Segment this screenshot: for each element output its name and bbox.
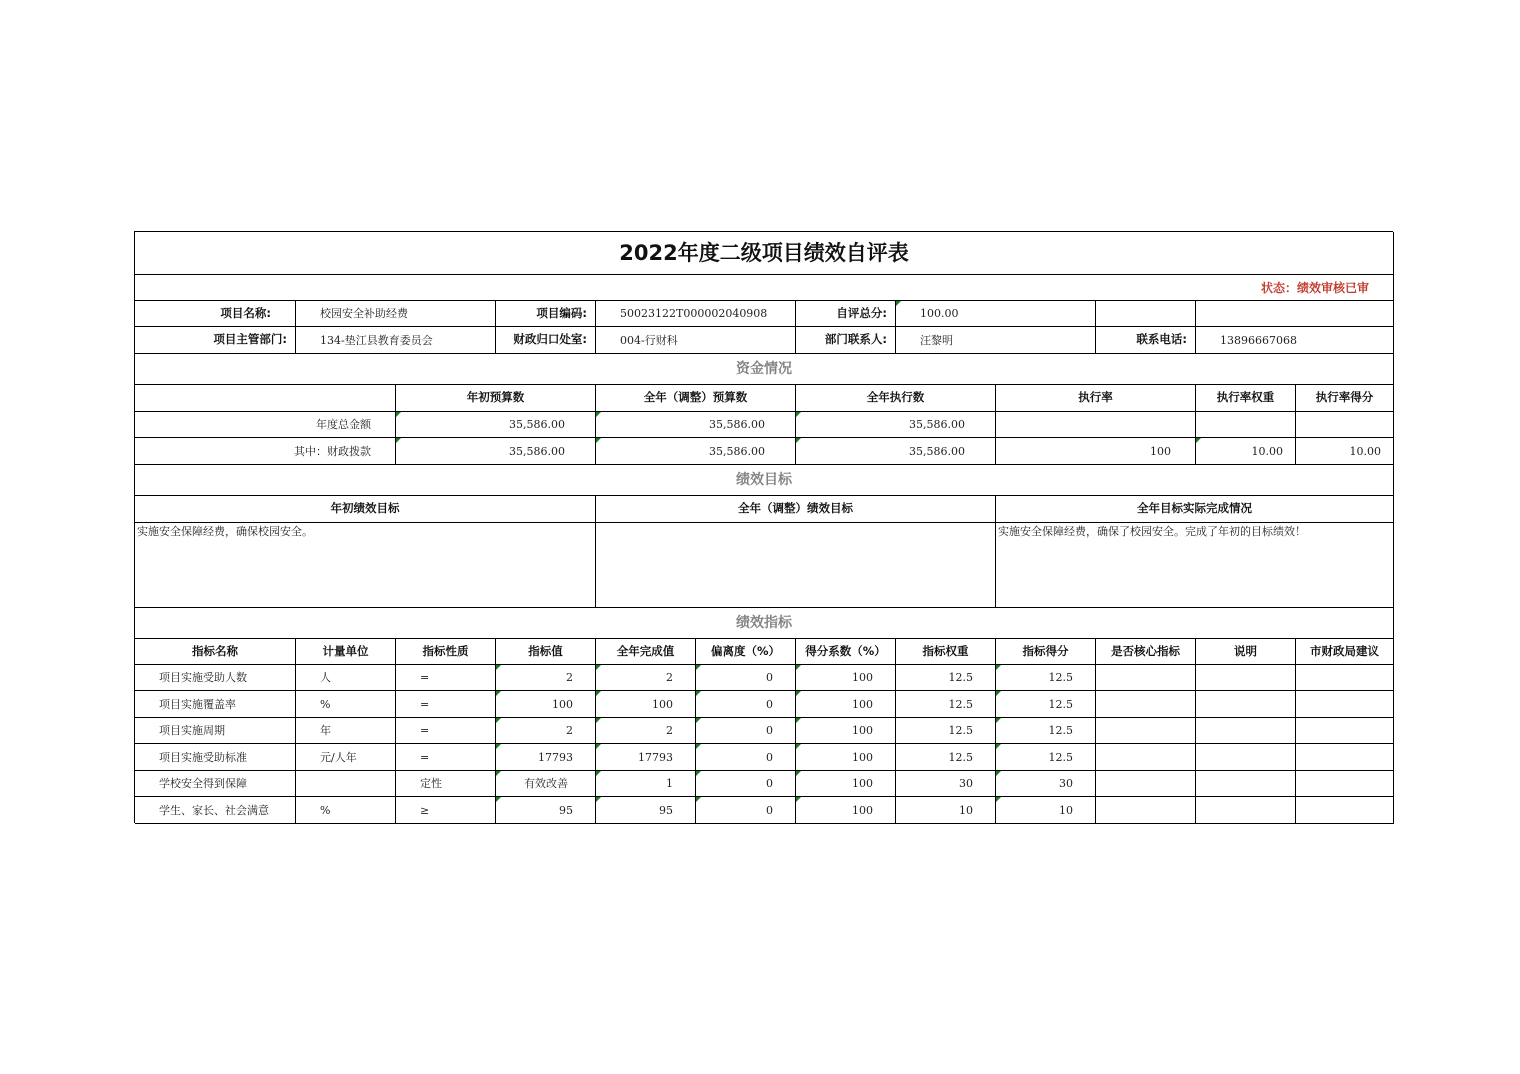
dept-value: 134-垫江县教育委员会 — [296, 327, 496, 354]
funds-cell — [996, 412, 1196, 438]
funds-cell — [1296, 412, 1394, 438]
indicator-name: 项目实施受助标准 — [135, 744, 296, 771]
indicator-deviation: 0 — [696, 718, 796, 744]
funds-cell: 35,586.00 — [596, 438, 796, 465]
goal-actual: 实施安全保障经费，确保了校园安全。完成了年初的目标绩效！ — [996, 523, 1394, 608]
goal-initial: 实施安全保障经费，确保校园安全。 — [135, 523, 596, 608]
funds-cell — [1196, 412, 1296, 438]
indicator-score: 12.5 — [996, 665, 1096, 691]
project-name-value: 校园安全补助经费 — [296, 301, 496, 327]
indicator-score: 10 — [996, 797, 1096, 824]
indicator-value: 有效改善 — [496, 771, 596, 797]
funds-section-title: 资金情况 — [135, 354, 1394, 385]
indicator-note — [1196, 797, 1296, 824]
indicator-name: 项目实施受助人数 — [135, 665, 296, 691]
indicator-weight: 30 — [896, 771, 996, 797]
contact-label: 部门联系人: — [796, 327, 896, 354]
goals-header: 全年目标实际完成情况 — [996, 496, 1394, 523]
funds-header: 年初预算数 — [396, 385, 596, 412]
indicator-nature: = — [396, 665, 496, 691]
indicator-weight: 12.5 — [896, 718, 996, 744]
indicator-coefficient: 100 — [796, 744, 896, 771]
indicator-completed: 2 — [596, 665, 696, 691]
indicator-note — [1196, 744, 1296, 771]
indicator-core — [1096, 797, 1196, 824]
indicator-note — [1196, 691, 1296, 718]
indicator-unit: 元/人年 — [296, 744, 396, 771]
indicator-completed: 2 — [596, 718, 696, 744]
indicator-advice — [1296, 691, 1394, 718]
indicator-coefficient: 100 — [796, 665, 896, 691]
indicators-header: 指标权重 — [896, 639, 996, 665]
funds-cell: 35,586.00 — [796, 438, 996, 465]
indicator-core — [1096, 691, 1196, 718]
indicator-advice — [1296, 797, 1394, 824]
indicator-score: 12.5 — [996, 718, 1096, 744]
indicator-deviation: 0 — [696, 744, 796, 771]
indicator-unit: 年 — [296, 718, 396, 744]
project-name-label: 项目名称: — [135, 301, 296, 327]
indicator-weight: 12.5 — [896, 665, 996, 691]
indicator-score: 12.5 — [996, 744, 1096, 771]
funds-header: 执行率 — [996, 385, 1196, 412]
indicator-note — [1196, 665, 1296, 691]
finance-label: 财政归口处室: — [496, 327, 596, 354]
contact-value: 汪黎明 — [896, 327, 1096, 354]
funds-cell: 10.00 — [1296, 438, 1394, 465]
indicator-value: 95 — [496, 797, 596, 824]
score-value: 100.00 — [896, 301, 1096, 327]
indicator-nature: = — [396, 744, 496, 771]
funds-row-label: 年度总金额 — [135, 412, 396, 438]
goals-header: 全年（调整）绩效目标 — [596, 496, 996, 523]
indicator-name: 学生、家长、社会满意 — [135, 797, 296, 824]
empty-cell — [1196, 301, 1394, 327]
funds-header: 全年（调整）预算数 — [596, 385, 796, 412]
indicators-header: 是否核心指标 — [1096, 639, 1196, 665]
indicator-nature: = — [396, 691, 496, 718]
indicators-header: 指标值 — [496, 639, 596, 665]
self-evaluation-sheet — [134, 231, 1393, 823]
status-row — [135, 275, 1394, 301]
indicator-score: 30 — [996, 771, 1096, 797]
finance-value: 004-行财科 — [596, 327, 796, 354]
indicator-deviation: 0 — [696, 797, 796, 824]
indicator-core — [1096, 665, 1196, 691]
indicator-unit: % — [296, 691, 396, 718]
indicator-unit — [296, 771, 396, 797]
score-label: 自评总分: — [796, 301, 896, 327]
indicator-completed: 17793 — [596, 744, 696, 771]
phone-label: 联系电话: — [1096, 327, 1196, 354]
funds-cell: 35,586.00 — [596, 412, 796, 438]
funds-cell: 10.00 — [1196, 438, 1296, 465]
indicators-header: 得分系数（%） — [796, 639, 896, 665]
indicator-score: 12.5 — [996, 691, 1096, 718]
goals-section-title: 绩效目标 — [135, 465, 1394, 496]
indicator-name: 学校安全得到保障 — [135, 771, 296, 797]
indicator-advice — [1296, 744, 1394, 771]
indicator-advice — [1296, 665, 1394, 691]
funds-header: 全年执行数 — [796, 385, 996, 412]
indicator-value: 100 — [496, 691, 596, 718]
indicator-name: 项目实施周期 — [135, 718, 296, 744]
indicator-note — [1196, 771, 1296, 797]
indicator-coefficient: 100 — [796, 718, 896, 744]
indicators-header: 说明 — [1196, 639, 1296, 665]
indicator-unit: 人 — [296, 665, 396, 691]
funds-header: 执行率权重 — [1196, 385, 1296, 412]
indicator-nature: = — [396, 718, 496, 744]
indicator-value: 2 — [496, 718, 596, 744]
dept-label: 项目主管部门: — [135, 327, 296, 354]
indicator-core — [1096, 771, 1196, 797]
indicator-name: 项目实施覆盖率 — [135, 691, 296, 718]
indicator-nature: 定性 — [396, 771, 496, 797]
sheet-title: 2022年度二级项目绩效自评表 — [135, 232, 1394, 275]
indicator-coefficient: 100 — [796, 691, 896, 718]
indicator-deviation: 0 — [696, 691, 796, 718]
indicator-core — [1096, 744, 1196, 771]
indicator-deviation: 0 — [696, 665, 796, 691]
indicator-weight: 12.5 — [896, 744, 996, 771]
funds-header: 执行率得分 — [1296, 385, 1394, 412]
indicator-weight: 10 — [896, 797, 996, 824]
funds-cell: 35,586.00 — [396, 412, 596, 438]
indicators-header: 市财政局建议 — [1296, 639, 1394, 665]
funds-cell: 100 — [996, 438, 1196, 465]
goal-adjusted — [596, 523, 996, 608]
indicator-core — [1096, 718, 1196, 744]
indicator-completed: 100 — [596, 691, 696, 718]
indicator-advice — [1296, 718, 1394, 744]
funds-cell: 35,586.00 — [396, 438, 596, 465]
funds-row-label: 其中：财政拨款 — [135, 438, 396, 465]
indicators-header: 偏离度（%） — [696, 639, 796, 665]
empty-cell — [1096, 301, 1196, 327]
indicator-note — [1196, 718, 1296, 744]
indicator-advice — [1296, 771, 1394, 797]
project-code-value: 50023122T000002040908 — [596, 301, 796, 327]
phone-value: 13896667068 — [1196, 327, 1394, 354]
funds-cell: 35,586.00 — [796, 412, 996, 438]
indicator-coefficient: 100 — [796, 771, 896, 797]
project-code-label: 项目编码: — [496, 301, 596, 327]
indicators-header: 指标性质 — [396, 639, 496, 665]
goals-header: 年初绩效目标 — [135, 496, 596, 523]
indicator-nature: ≥ — [396, 797, 496, 824]
indicator-coefficient: 100 — [796, 797, 896, 824]
indicator-deviation: 0 — [696, 771, 796, 797]
indicators-section-title: 绩效指标 — [135, 608, 1394, 639]
indicator-completed: 95 — [596, 797, 696, 824]
indicators-header: 指标名称 — [135, 639, 296, 665]
indicator-completed: 1 — [596, 771, 696, 797]
funds-header-blank — [135, 385, 396, 412]
indicator-weight: 12.5 — [896, 691, 996, 718]
indicator-value: 17793 — [496, 744, 596, 771]
status-text: 状态：绩效审核已审 — [1260, 280, 1369, 295]
indicators-header: 指标得分 — [996, 639, 1096, 665]
indicator-unit: % — [296, 797, 396, 824]
indicator-value: 2 — [496, 665, 596, 691]
indicators-header: 计量单位 — [296, 639, 396, 665]
indicators-header: 全年完成值 — [596, 639, 696, 665]
